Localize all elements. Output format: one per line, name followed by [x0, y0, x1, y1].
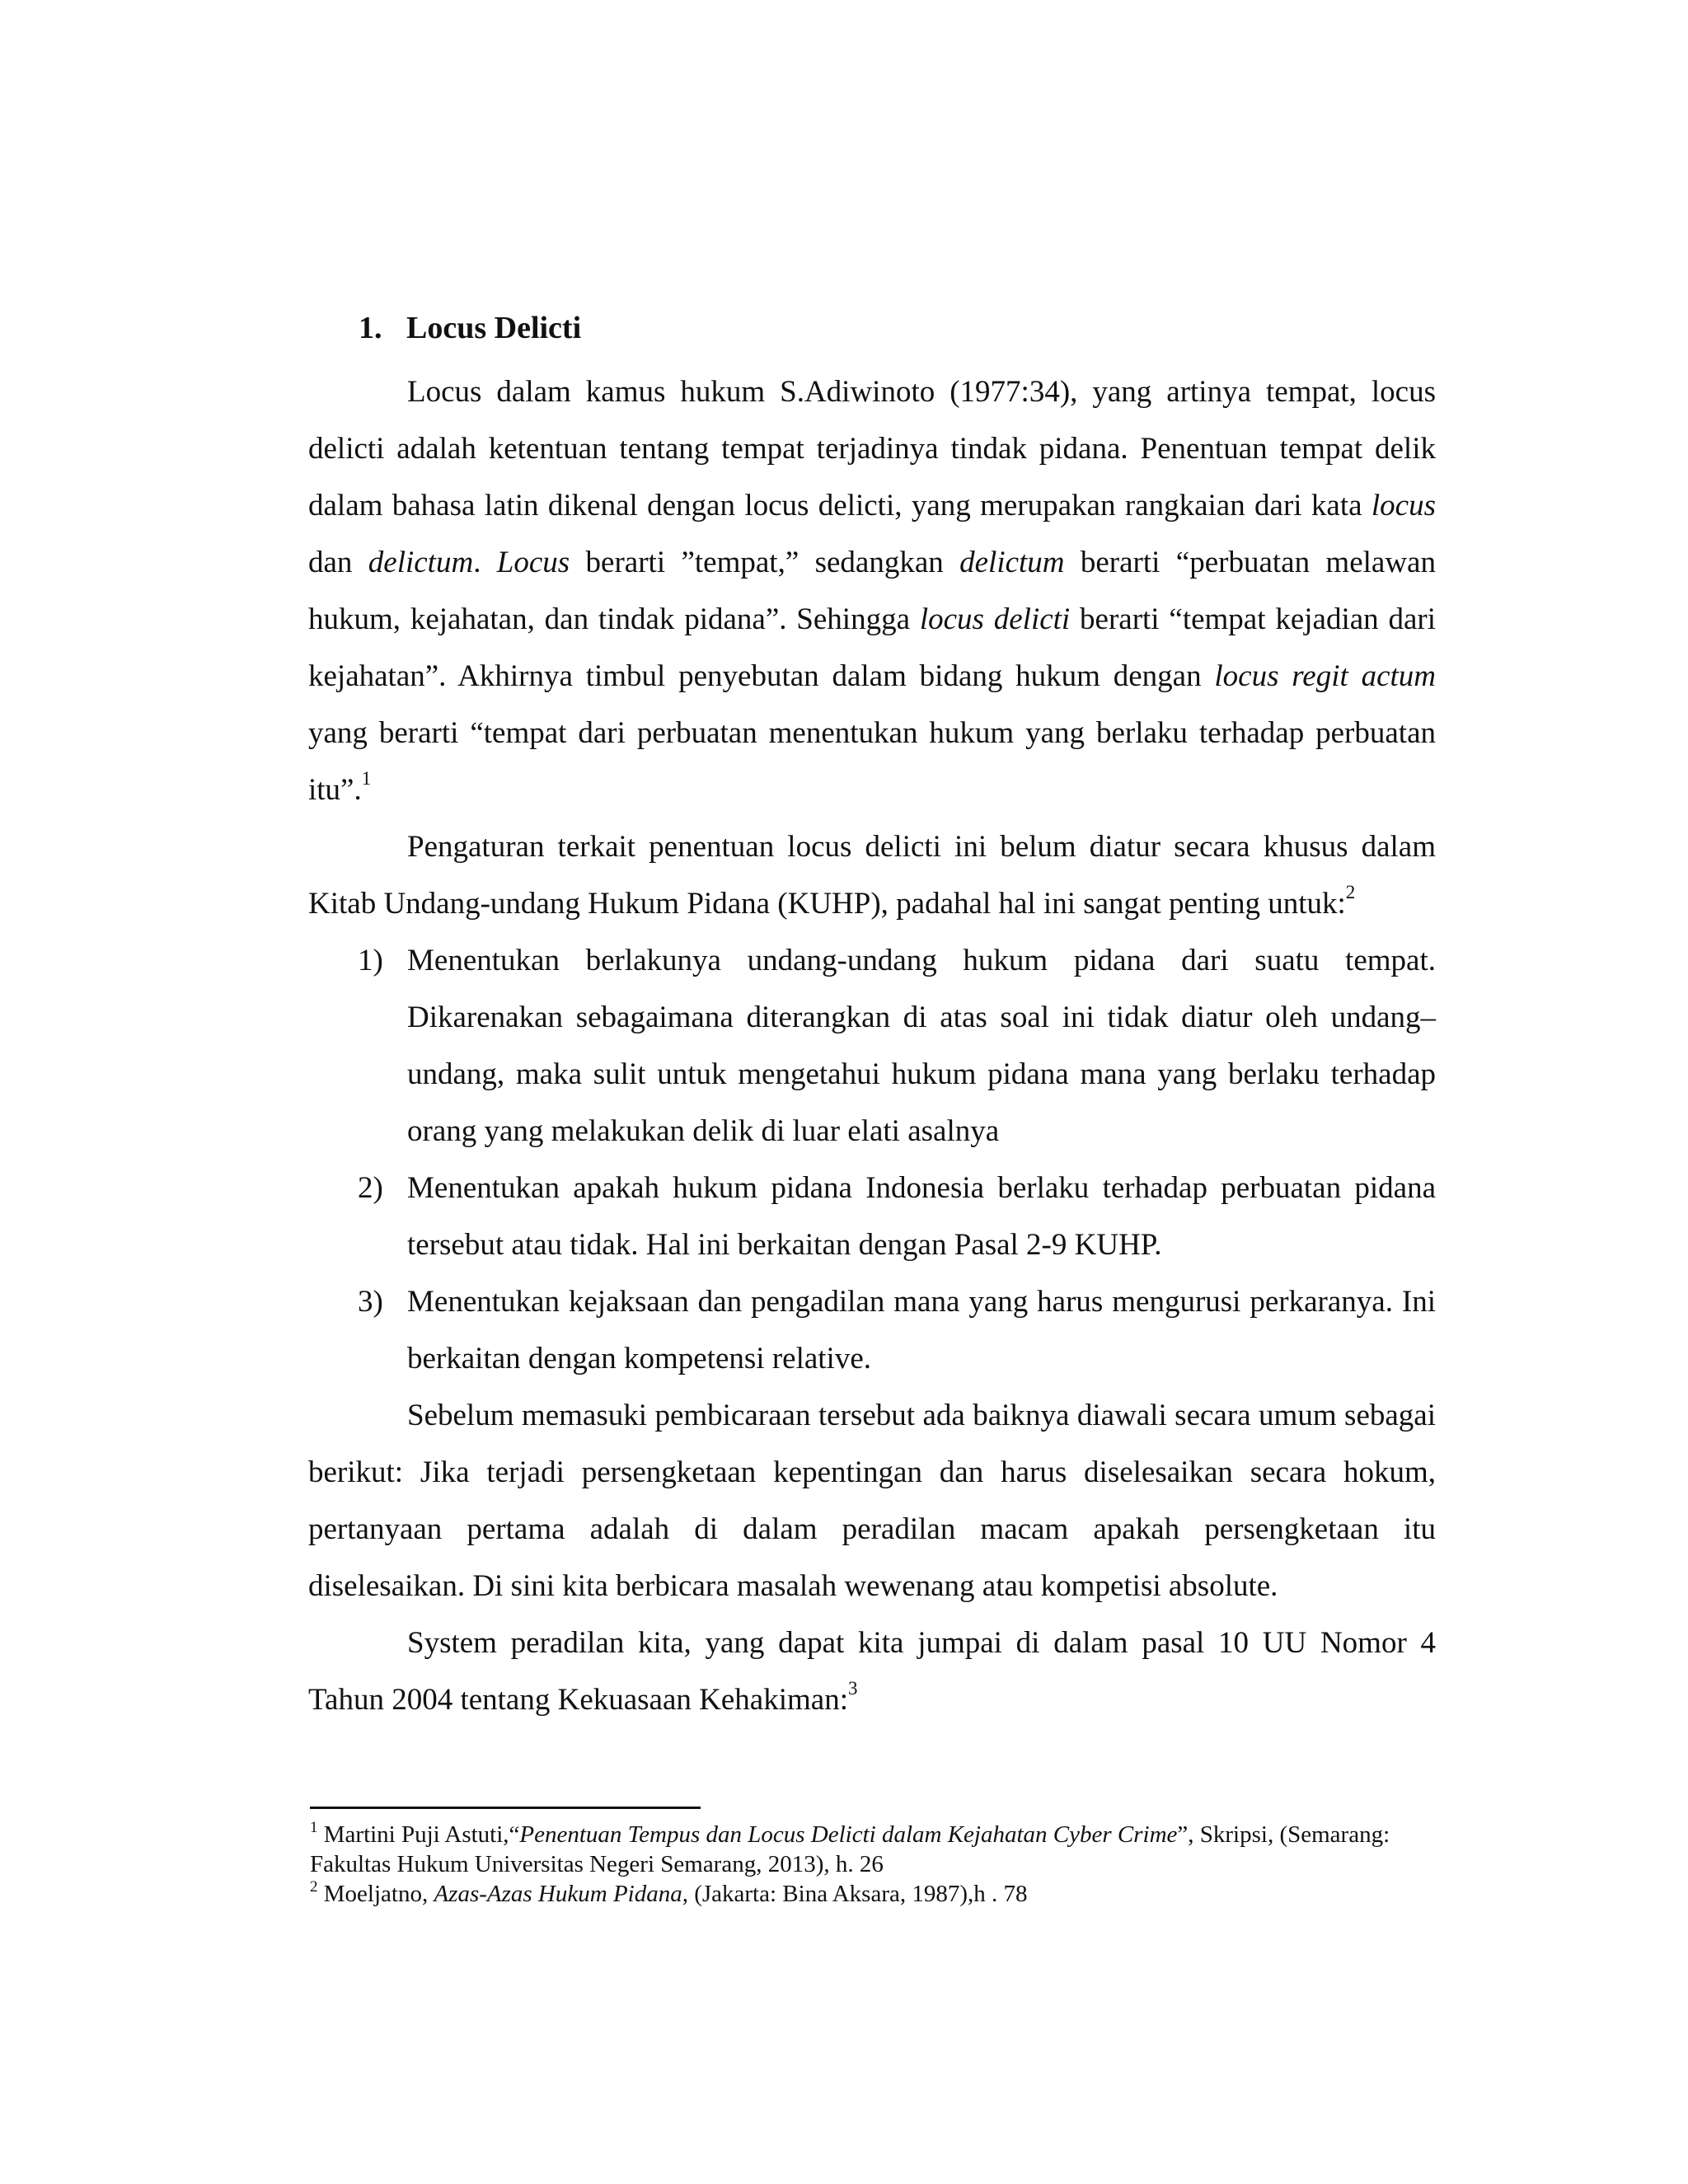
section-heading [359, 307, 581, 349]
footnote-1 [310, 1820, 1437, 1879]
italic-term: locus [1371, 489, 1436, 523]
list-item [308, 1273, 1436, 1387]
text-run: System peradilan kita, yang dapat kita jumpai di dalam pasal 10 UU Nomor 4 Tahun 2004 tentang Kekuasaan Kehakiman: [308, 1626, 1436, 1717]
footnote-text: ”, Skripsi, (Semarang: Fakultas Hukum Universitas Negeri Semarang, 2013), h. 26 [310, 1821, 1390, 1877]
section-number: 1. [359, 311, 382, 345]
text-run: yang berarti “tempat dari perbuatan menentukan hukum yang berlaku terhadap perbuatan itu”. [308, 716, 1436, 807]
footnote-title: Azas-Azas Hukum Pidana [434, 1881, 682, 1907]
text-run: dan [308, 546, 368, 579]
footnotes [310, 1820, 1437, 1909]
italic-term: delictum [959, 546, 1065, 579]
text-run: berarti ”tempat,” sedangkan [570, 546, 960, 579]
paragraph-regulation [308, 818, 1436, 932]
paragraph-competence [308, 1387, 1436, 1615]
list-item [308, 1160, 1436, 1273]
list-item-text: Menentukan berlakunya undang-undang hukum pidana dari suatu tempat. Dikarenakan sebagaimana diterangkan di atas soal ini tidak diatur oleh undang–undang, maka sulit untuk mengetahui hukum pidana mana yang berlaku terhadap orang yang melakukan delik di luar elati asalnya [407, 944, 1436, 1148]
list-marker: 1) [358, 944, 383, 977]
list-item-text: Menentukan apakah hukum pidana Indonesia berlaku terhadap perbuatan pidana tersebut atau tidak. Hal ini berkaitan dengan Pasal 2-9 KUHP. [407, 1171, 1436, 1262]
list-item [308, 932, 1436, 1160]
list-item-text: Menentukan kejaksaan dan pengadilan mana yang harus mengurusi perkaranya. Ini berkaitan dengan kompetensi relative. [407, 1285, 1436, 1376]
italic-term: locus regit actum [1214, 659, 1436, 693]
italic-term: Locus [496, 546, 570, 579]
text-run: Locus dalam kamus hukum S.Adiwinoto (1977:34), yang artinya tempat, locus delicti adalah ketentuan tentang tempat terjadinya tindak pidana. Penentuan tempat delik dalam bahasa latin dikenal dengan locus delicti, yang merupakan rangkaian dari kata [308, 375, 1436, 523]
footnote-2 [310, 1879, 1437, 1909]
list-marker: 3) [358, 1285, 383, 1319]
footnote-ref-1: 1 [361, 768, 372, 789]
paragraph-locus-definition [308, 363, 1436, 818]
footnote-number: 1 [310, 1819, 318, 1836]
footnote-number: 2 [310, 1878, 318, 1896]
footnote-text: , (Jakarta: Bina Aksara, 1987),h . 78 [682, 1881, 1028, 1907]
italic-term: delictum [368, 546, 474, 579]
footnote-title: Penentuan Tempus dan Locus Delicti dalam Kejahatan Cyber Crime [519, 1821, 1178, 1848]
text-run: . [473, 546, 497, 579]
italic-term: locus delicti [919, 602, 1071, 636]
paragraph-judicial-system [308, 1615, 1436, 1728]
numbered-list [308, 932, 1436, 1387]
text-run: berarti “perbuatan melawan hukum, kejahatan, dan tindak pidana”. Sehingga [308, 546, 1436, 636]
footnote-separator [310, 1807, 701, 1809]
section-title: Locus Delicti [406, 311, 582, 345]
footnote-text: Martini Puji Astuti,“ [317, 1821, 520, 1848]
footnote-ref-3: 3 [847, 1678, 858, 1699]
text-run: Pengaturan terkait penentuan locus delicti ini belum diatur secara khusus dalam Kitab Undang-undang Hukum Pidana (KUHP), padahal hal ini sangat penting untuk: [308, 830, 1436, 921]
footnote-ref-2: 2 [1345, 882, 1356, 902]
text-run: berarti “tempat kejadian dari kejahatan”. Akhirnya timbul penyebutan dalam bidang hukum dengan [308, 602, 1436, 693]
footnote-text: Moeljatno, [317, 1881, 434, 1907]
text-run: Sebelum memasuki pembicaraan tersebut ada baiknya diawali secara umum sebagai berikut: Jika terjadi persengketaan kepentingan dan harus diselesaikan secara hokum, pertanyaan pertama adalah di dalam peradilan macam apakah persengketaan itu diselesaikan. Di sini kita berbicara masalah wewenang atau kompetisi absolute. [308, 1399, 1436, 1603]
body-text [308, 363, 1436, 1728]
list-marker: 2) [358, 1171, 383, 1205]
